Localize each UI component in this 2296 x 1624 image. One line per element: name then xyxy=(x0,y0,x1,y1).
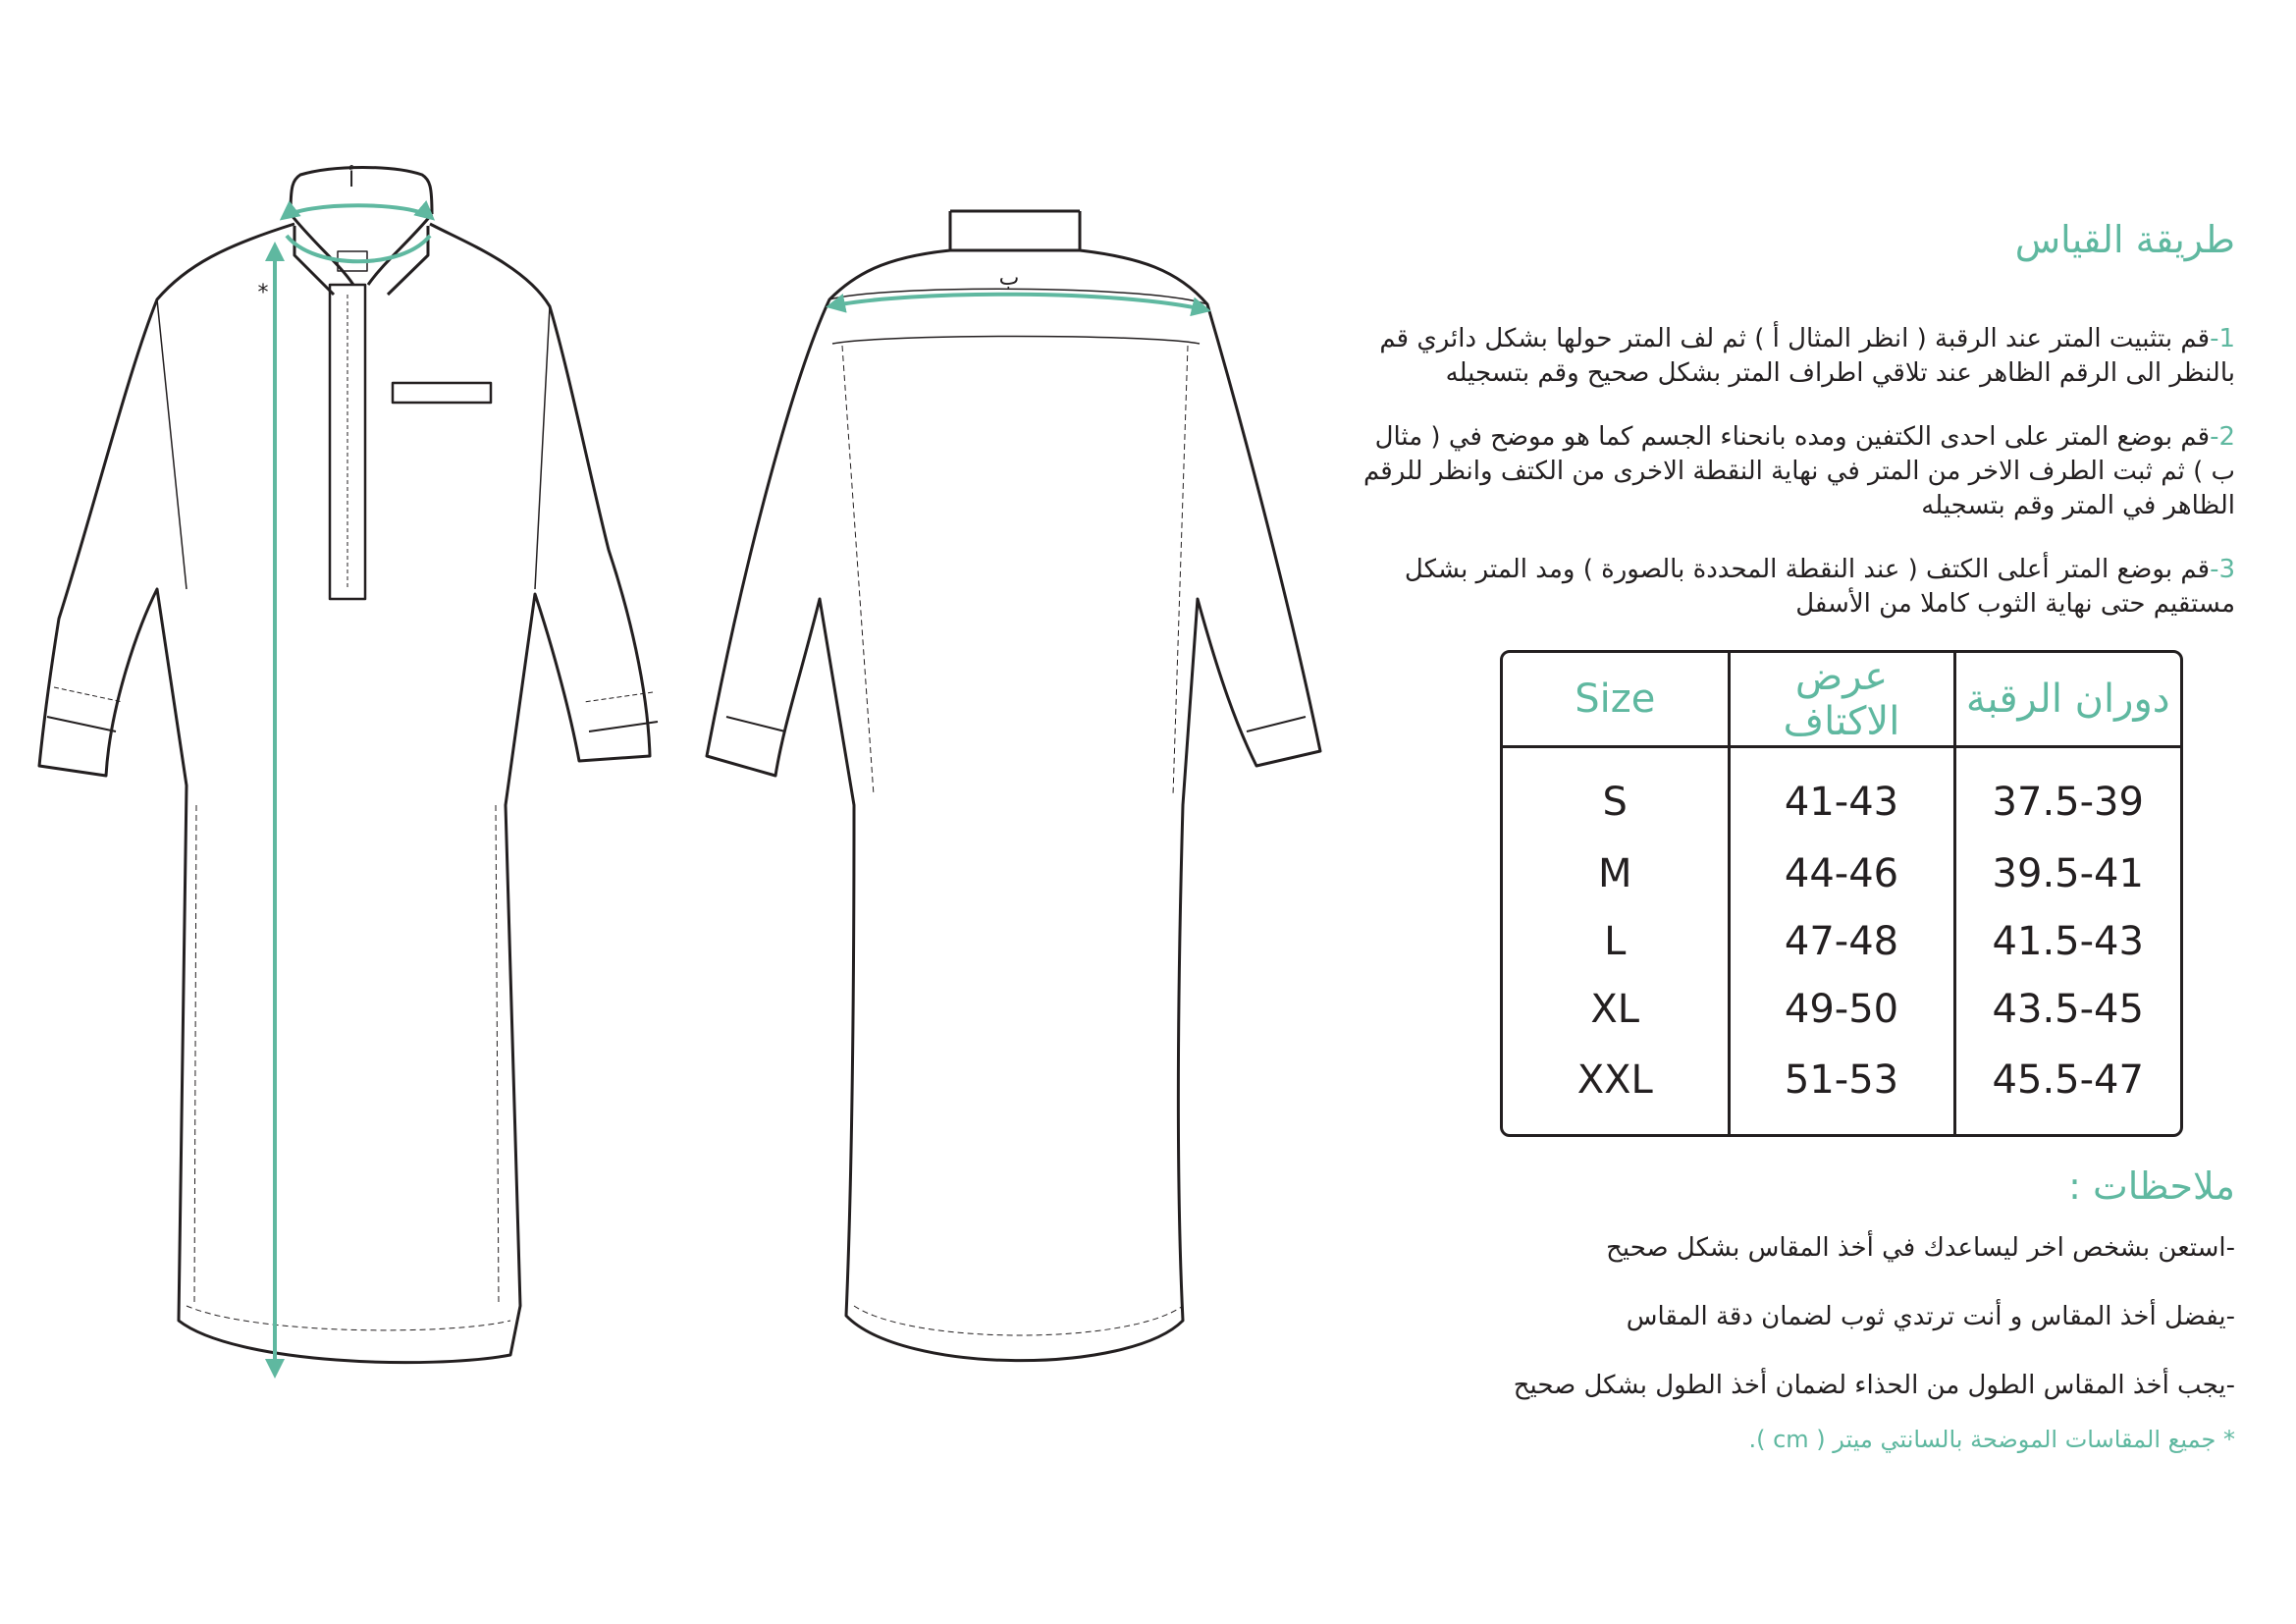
note-item: -يفضل أخذ المقاس و أنت ترتدي ثوب لضمان دقة المقاس xyxy=(1626,1302,2235,1331)
neck-cell: 45.5-47 xyxy=(1954,1043,2180,1134)
table-row xyxy=(1503,907,2180,975)
size-cell: S xyxy=(1602,780,1628,826)
notes-list xyxy=(1352,1233,2235,1439)
shoulder-cell: 47-48 xyxy=(1729,907,1954,975)
size-cell: XXL xyxy=(1576,1056,1653,1103)
instructions-title: طريقة القياس xyxy=(2014,218,2235,261)
star-mark: * xyxy=(257,281,269,305)
step-1 xyxy=(1362,322,2235,391)
step-number: 3- xyxy=(2210,555,2235,584)
shoulder-cell: 41-43 xyxy=(1729,747,1954,840)
table-row xyxy=(1503,1043,2180,1134)
shoulder-cell: 49-50 xyxy=(1729,975,1954,1043)
step-2 xyxy=(1362,420,2235,523)
header-shoulder-width: عرض الاكتاف xyxy=(1729,653,1954,747)
note-item: -يجب أخذ المقاس الطول من الحذاء لضمان أخذ الطول بشكل صحيح xyxy=(1513,1371,2235,1400)
back-thobe-drawing xyxy=(707,211,1320,1361)
notes-title: ملاحظات : xyxy=(2068,1164,2235,1208)
step-number: 2- xyxy=(2210,422,2235,452)
neck-cell: 43.5-45 xyxy=(1954,975,2180,1043)
back-measure-line xyxy=(829,295,1207,310)
step-text: قم بوضع المتر على احدى الكتفين ومده بانحناء الجسم كما هو موضح في ( مثال ب ) ثم ثبت الطرف الاخر من المتر في نهاية النقطة الاخرى من الكتف وانظر للرقم الظاهر في المتر وقم بتسجيله xyxy=(1363,422,2235,520)
shoulder-cell: 51-53 xyxy=(1729,1043,1954,1134)
note-item: -استعن بشخص اخر ليساعدك في أخذ المقاس بشكل صحيح xyxy=(1606,1233,2235,1263)
size-cell: XL xyxy=(1590,986,1640,1032)
instructions-steps xyxy=(1362,322,2235,651)
size-cell: L xyxy=(1604,918,1627,964)
shoulder-cell: 44-46 xyxy=(1729,840,1954,908)
back-label: ب xyxy=(998,266,1020,291)
front-measure-lines xyxy=(275,205,432,1375)
step-3 xyxy=(1362,553,2235,622)
header-neck-circumference: دوران الرقبة xyxy=(1954,653,2180,747)
step-text: قم بتثبيت المتر عند الرقبة ( انظر المثال أ ) ثم لف المتر حولها بشكل دائري قم بالنظر الى الرقم الظاهر عند تلاقي اطراف المتر بشكل صحيح وقم بتسجيله xyxy=(1379,324,2235,388)
size-cell: M xyxy=(1597,851,1632,897)
neck-cell: 41.5-43 xyxy=(1954,907,2180,975)
front-label: أ xyxy=(347,168,355,192)
step-text: قم بوضع المتر أعلى الكتف ( عند النقطة المحددة بالصورة ) ومد المتر بشكل مستقيم حتى نهاية الثوب كاملا من الأسفل xyxy=(1404,555,2235,619)
table-row xyxy=(1503,747,2180,840)
table-row xyxy=(1503,840,2180,908)
table-row xyxy=(1503,975,2180,1043)
units-footnote: * جميع المقاسات الموضحة بالسانتي ميتر ( cm ). xyxy=(1748,1426,2235,1453)
size-table xyxy=(1500,650,2183,1137)
header-size: Size xyxy=(1503,653,1729,747)
front-thobe-drawing xyxy=(39,168,658,1363)
table-header-row xyxy=(1503,653,2180,747)
neck-cell: 37.5-39 xyxy=(1954,747,2180,840)
neck-cell: 39.5-41 xyxy=(1954,840,2180,908)
step-number: 1- xyxy=(2210,324,2235,353)
